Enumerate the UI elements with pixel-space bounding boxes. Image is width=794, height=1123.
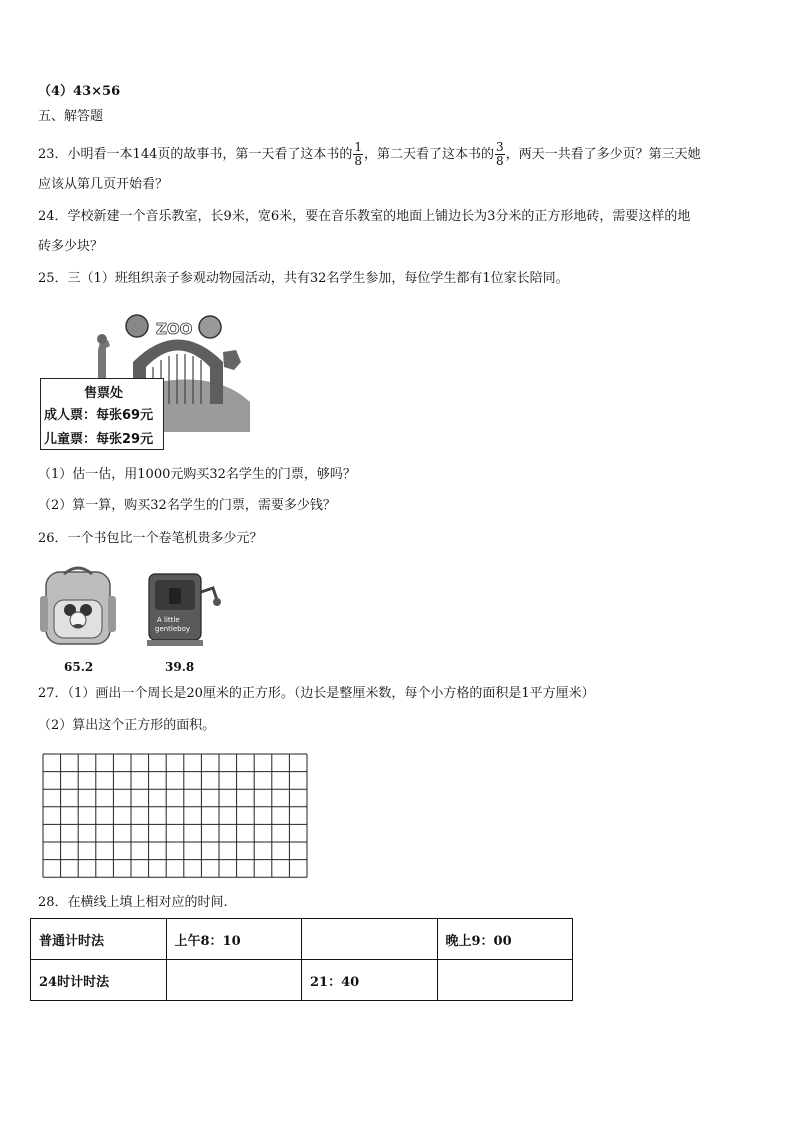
time-conversion-table xyxy=(30,918,573,1001)
ticket-board xyxy=(40,378,164,450)
table-cell: 晚上9：00 xyxy=(437,919,573,960)
lion-emblem-right xyxy=(199,316,221,338)
fraction-one-eighth: $\frac{1}{8}$ xyxy=(354,140,362,168)
table-row xyxy=(31,960,573,1001)
zoo-sign-text: ZOO xyxy=(156,320,193,338)
sun-emblem-left xyxy=(126,315,148,337)
q23-text-b: ，第二天看了这本书的 xyxy=(364,147,495,162)
table-cell: 21：40 xyxy=(302,960,438,1001)
q23-text-a: 23．小明看一本144页的故事书，第一天看了这本书的 xyxy=(38,147,353,162)
q22-part4: （4）43×56 xyxy=(38,84,121,99)
q26-line1: 26．一个书包比一个卷笔机贵多少元？ xyxy=(38,531,263,546)
table-cell: 普通计时法 xyxy=(31,919,167,960)
sharpener-price: 39.8 xyxy=(165,660,195,674)
table-cell: 24时计时法 xyxy=(31,960,167,1001)
q27-line2: （2）算出这个正方形的面积。 xyxy=(38,718,216,733)
q25-line1: 25．三（1）班组织亲子参观动物园活动，共有32名学生参加，每位学生都有1位家长陪同。 xyxy=(38,271,569,286)
q25-sub2: （2）算一算，购买32名学生的门票，需要多少钱？ xyxy=(38,498,336,513)
q28-line1: 28．在横线上填上相对应的时间. xyxy=(38,895,228,910)
pencil-sharpener-icon xyxy=(143,568,223,648)
table-cell-blank[interactable] xyxy=(166,960,302,1001)
backpack-price: 65.2 xyxy=(64,660,94,674)
ticket-board-title: 售票处 xyxy=(84,386,124,401)
sharpener-label-2: gentleboy xyxy=(155,625,191,633)
child-ticket-price: 儿童票：每张29元 xyxy=(44,432,154,447)
backpack-icon xyxy=(40,566,116,648)
q23-line1 xyxy=(38,141,701,168)
q23-text-c: ，两天一共看了多少页？第三天她 xyxy=(505,147,701,162)
sharpener-label-1: A little xyxy=(157,616,180,624)
q25-sub1: （1）估一估，用1000元购买32名学生的门票，够吗？ xyxy=(38,467,356,482)
table-cell: 上午8：10 xyxy=(166,919,302,960)
section-title: 五、解答题 xyxy=(38,109,104,124)
animal-right-icon xyxy=(223,350,241,370)
q24-line1: 24．学校新建一个音乐教室，长9米，宽6米，要在音乐教室的地面上铺边长为3分米的正方形地砖，需要这样的地 xyxy=(38,209,691,224)
table-row xyxy=(31,919,573,960)
adult-ticket-price: 成人票：每张69元 xyxy=(44,408,154,423)
table-cell-blank[interactable] xyxy=(302,919,438,960)
q23-line2: 应该从第几页开始看？ xyxy=(38,177,169,192)
table-cell-blank[interactable] xyxy=(437,960,573,1001)
fraction-three-eighths: $\frac{3}{8}$ xyxy=(496,140,504,168)
square-grid[interactable] xyxy=(42,753,310,879)
q27-line1: 27．（1）画出一个周长是20厘米的正方形。（边长是整厘米数，每个小方格的面积是1平方厘米） xyxy=(38,686,595,701)
q24-line2: 砖多少块？ xyxy=(38,239,104,254)
